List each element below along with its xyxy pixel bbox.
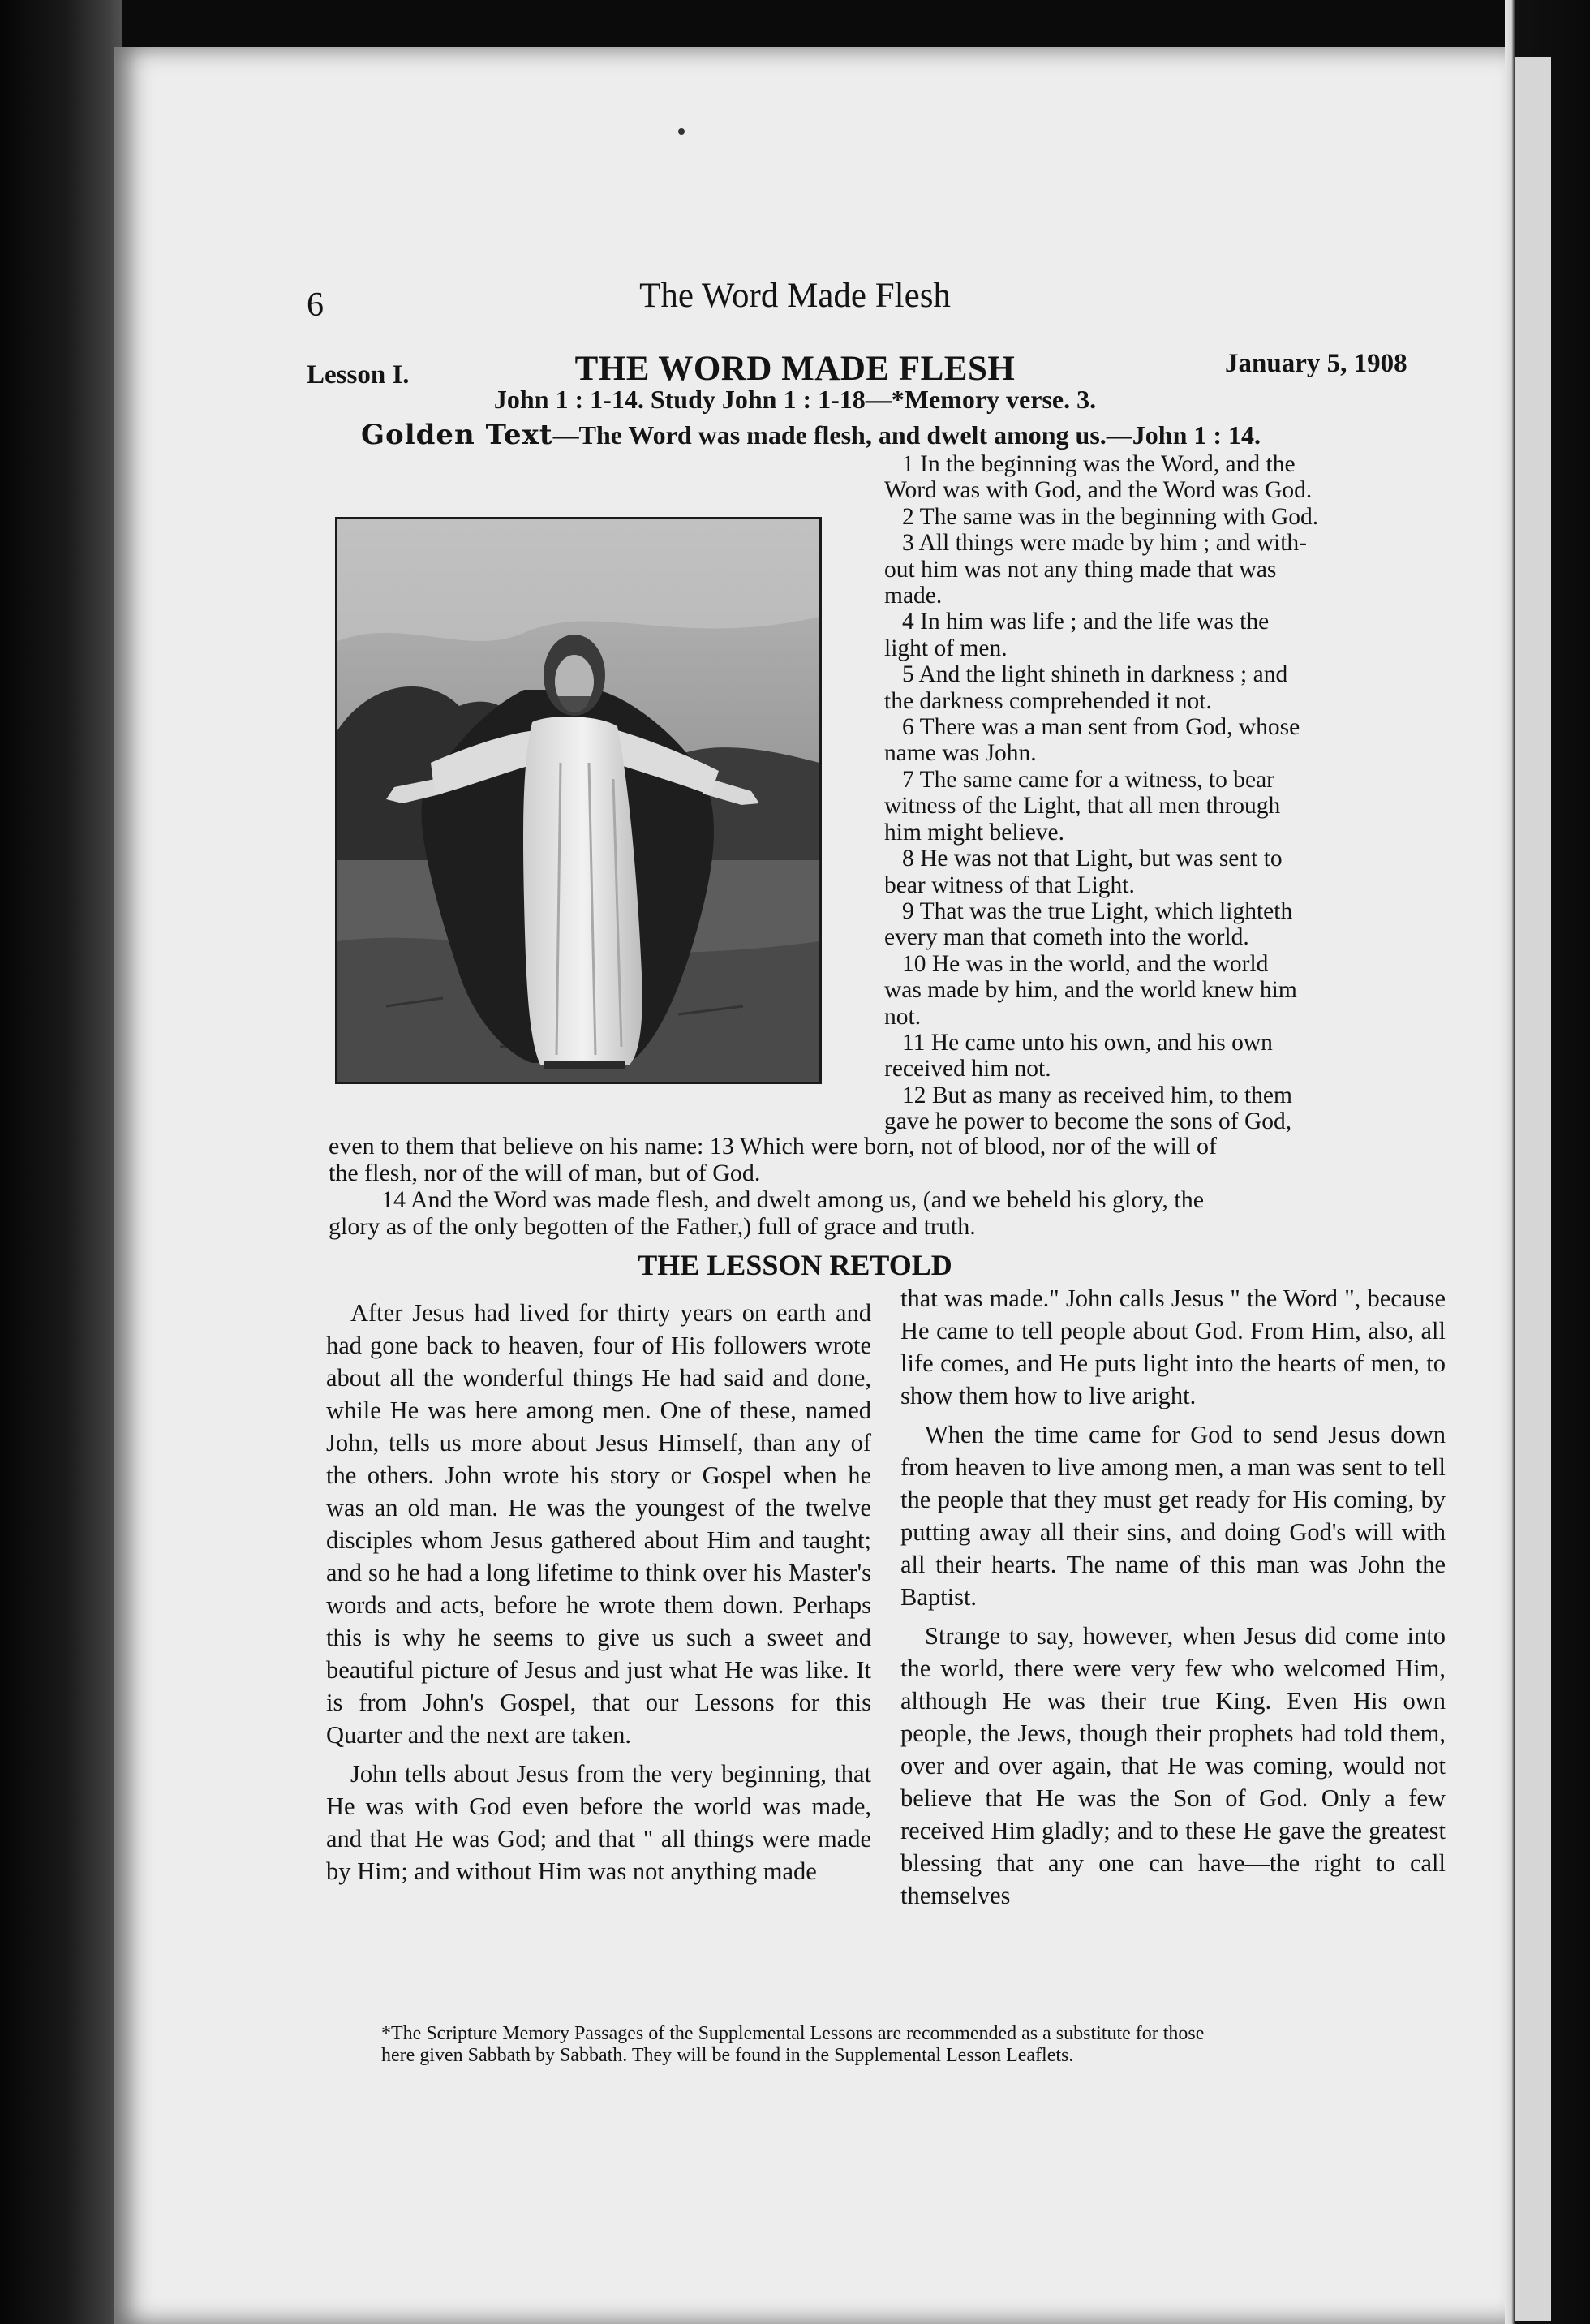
verse-line: bear witness of that Light. [884,872,1135,898]
verse-line: 12 But as many as received him, to them [902,1082,1292,1108]
retold-paragraph: Strange to say, however, when Jesus did come into the world, there were very few who welcomed Him, although He was their true King. Even His own people, the Jews, though their prophets had told them, over and over again, that He was coming, would not believe that He was the Son of God. Only a few received Him gladly; and to these He gave the greatest blessing that any one can have—the right to call themselves [900,1622,1446,1909]
golden-text-label: Golden Text [361,419,553,451]
verse-line: not. [884,1003,922,1030]
golden-text-body: —The Word was made flesh, and dwelt among us.—John 1 : 14. [552,420,1261,450]
scripture-verses-side [884,451,1420,1135]
lesson-date: January 5, 1908 [1225,349,1407,378]
verse-line: 11 He came unto his own, and his own [902,1029,1273,1056]
verse-line: 14 And the Word was made flesh, and dwelt among us, (and we beheld his glory, the [381,1186,1205,1213]
scripture-reference: John 1 : 1-14. Study John 1 : 1-18—*Memory verse. 3. [493,385,1097,414]
retold-left-column [326,1297,871,1887]
retold-paragraph: John tells about Jesus from the very beginning, that He was with God even before the world was made, and that He was God; and that " all things were made by Him; and without Him was not anything made [326,1760,871,1885]
golden-text [361,419,1261,451]
footnote-line: here given Sabbath by Sabbath. They will be found in the Supplemental Lesson Leaflets. [381,2045,1074,2066]
scripture-verses-full-width [329,1133,1436,1240]
verse-line: out him was not any thing made that was [884,556,1277,583]
footnote [381,2023,1452,2067]
retold-paragraph: After Jesus had lived for thirty years on earth and had gone back to heaven, four of His followers wrote about all the wonderful things He had said and done, while He was here among men. One of these, named John, tells us more about Jesus Himself, than any of the others. John wrote his story or Gospel when he was an old man. He was the youngest of the twelve disciples whom Jesus gathered about Him and taught; and so he had a long lifetime to think over his Master's words and acts, before he wrote them down. Perhaps this is why he seems to give us such a sweet and beautiful picture of Jesus and just what He was like. It is from John's Gospel, that our Lessons for this Quarter and the next are taken. [326,1299,871,1749]
verse-line: was made by him, and the world knew him [884,977,1297,1004]
verse-line: 1 In the beginning was the Word, and the [902,451,1296,477]
running-title: The Word Made Flesh [639,277,951,315]
verse-line: gave he power to become the sons of God, [884,1108,1292,1135]
verse-line: name was John. [884,740,1037,767]
page-number: 6 [307,286,324,324]
verse-line: 10 He was in the world, and the world [902,950,1269,977]
verse-line: 2 The same was in the beginning with God. [902,503,1319,530]
verse-line: 4 In him was life ; and the life was the [902,609,1270,635]
lesson-label: Lesson I. [307,360,410,389]
footnote-line: *The Scripture Memory Passages of the Supplemental Lessons are recommended as a substitute for those [381,2023,1205,2044]
lesson-title: THE WORD MADE FLESH [574,350,1016,388]
verse-line: light of men. [884,635,1008,661]
verse-line: every man that cometh into the world. [884,924,1249,951]
verse-line: made. [884,583,943,609]
verse-line: 5 And the light shineth in darkness ; and [902,661,1288,688]
retold-paragraph: When the time came for God to send Jesus down from heaven to live among men, a man was sent to tell the people that they must get ready for His coming, by putting away all their sins, and doing God's will with all their hearts. The name of this man was John the Baptist. [900,1421,1446,1611]
verse-line: 3 All things were made by him ; and with- [902,530,1307,557]
verse-line: 6 There was a man sent from God, whose [902,714,1300,741]
verse-line: 7 The same came for a witness, to bear [902,766,1274,793]
retold-paragraph: that was made." John calls Jesus " the Word ", because He came to tell people about God. From Him, also, all life comes, and He puts light into the hearts of men, to show them how to live aright. [900,1285,1446,1409]
lesson-retold-heading: THE LESSON RETOLD [638,1249,952,1281]
verse-line: glory as of the only begotten of the Father,) full of grace and truth. [329,1213,976,1240]
verse-line: the darkness comprehended it not. [884,687,1212,714]
verse-line: 9 That was the true Light, which lighteth [902,897,1293,924]
print-speck [678,128,685,135]
verse-line: him might believe. [884,819,1065,846]
verse-line: Word was with God, and the Word was God. [884,477,1313,504]
verse-line: even to them that believe on his name: 13 Which were born, not of blood, nor of the will of [329,1133,1218,1160]
christ-illustration [335,517,822,1084]
verse-line: witness of the Light, that all men through [884,793,1281,820]
retold-right-column [900,1282,1446,1912]
verse-line: 8 He was not that Light, but was sent to [902,846,1283,872]
verse-line: received him not. [884,1056,1051,1082]
verse-line: the flesh, nor of the will of man, but of God. [329,1160,761,1186]
